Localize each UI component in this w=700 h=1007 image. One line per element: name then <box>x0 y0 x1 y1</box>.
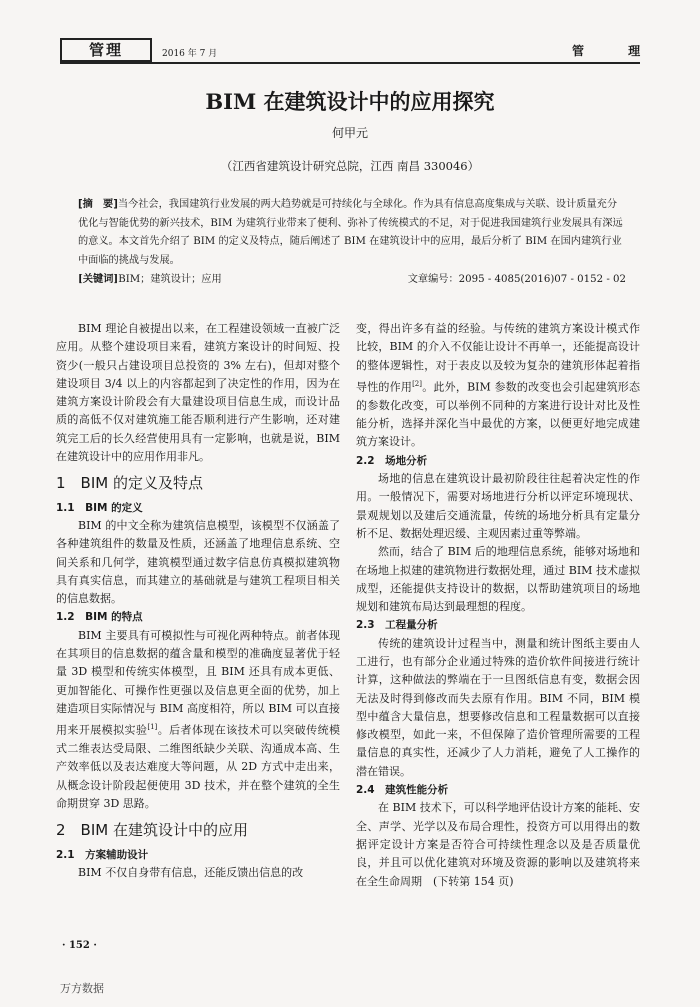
page-number: · 152 · <box>62 940 97 951</box>
section-2-4-heading: 2.4 建筑性能分析 <box>356 784 449 797</box>
keywords-row <box>78 270 626 285</box>
section-1-2-text-a: BIM 主要具有可模拟性与可视化两种特点。前者体现在其项目的信息数据的蕴含量和模型的准确度显著优于轻量 3D 模型和传统实体模型，且 BIM 还具有成本更低、更加智能化、可操作性更强以及信息更全面的优势，加上建造项目实际情况与 BIM 高度相符，所以 BIM 可以直接用来开展模拟实验 <box>56 628 340 737</box>
watermark: 万方数据 <box>60 982 104 995</box>
abstract-text: 当今社会，我国建筑行业发展的两大趋势就是可持续化与全球化。作为具有信息高度集成与关联、设计质量充分优化与智能优势的新兴技术，BIM 为建筑行业带来了便利、弥补了传统模式的不足，对于促进我国建筑行业发展具有深远的意义。本文首先介绍了 BIM 的定义及特点，随后阐述了 BIM 在建筑设计中的应用，最后分析了 BIM 在国内建筑行业中面临的挑战与发展。 <box>78 199 623 266</box>
section-2-4-paragraph: 在 BIM 技术下，可以科学地评估设计方案的能耗、安全、声学、光学以及布局合理性，投资方可以用得出的数据评定设计方案是否符合可持续性理念以及是否质量优良，并且可以优化建筑对环境及资源的影响以及建筑将来在全生命周期 (下转第 154 页) <box>356 801 640 888</box>
section-2-3-heading: 2.3 工程量分析 <box>356 619 438 632</box>
section-2-2-heading: 2.2 场地分析 <box>356 454 428 467</box>
section-1-2-text-b: 。后者体现在该技术可以突破传统模式二维表达受局限、二维图纸缺少关联、沟通成本高、生产效率低以及表达难度大等问题，从 2D 方式中走出来，从概念设计阶段起便使用 3D 技术，并在整个建筑的全生命期贯穿 3D 思路。 <box>56 723 340 811</box>
citation-2: [2] <box>412 379 422 388</box>
section-2-2-paragraph-b: 然而，结合了 BIM 后的地理信息系统，能够对场地和在场地上拟建的建筑物进行数据处理，通过 BIM 技术虚拟成型，还能提供支持设计的数据，以帮助建筑项目的场地规划和建筑布局达到最理想的程度。 <box>356 545 640 614</box>
section-1-1-heading: 1.1 BIM 的定义 <box>56 501 143 514</box>
journal-logo: 管理 <box>60 38 152 62</box>
section-1-heading: 1 BIM 的定义及特点 <box>56 474 203 493</box>
section-2-2-paragraph-a: 场地的信息在建筑设计最初阶段往往起着决定性的作用。一般情况下，需要对场地进行分析以评定环境现状、景观规划以及建后交通流量，传统的场地分析具有定量分析不足、数据处理迟缓、主观因素过重等弊端。 <box>356 472 640 540</box>
article-number: 文章编号：2095 - 4085(2016)07 - 0152 - 02 <box>407 274 626 285</box>
intro-paragraph: BIM 理论自被提出以来，在工程建设领域一直被广泛应用。从整个建设项目来看，建筑方案设计的时间短、投资少(一般只占建设项目总投资的 3% 左右)，但却对整个建设项目 3/4 以上的内容都起到了决定性的作用，因为在建筑方案设计阶段会有大量建设项目信息生成，而设计品质的高低不仅对建筑施工能否顺利进行产生影响，还对建筑完工后的长久经营使用具有一定影响，也就是说，BIM 在建筑设计中的应用作用非凡。 <box>56 322 340 464</box>
section-2-1-text-a: 变，得出许多有益的经验。与传统的建筑方案设计模式作比较，BIM 的介入不仅能让设计不再单一，还能提高设计的整体逻辑性，对于表皮以及较为复杂的建筑形体起着指导性的作用 <box>356 322 640 394</box>
section-1-2-heading: 1.2 BIM 的特点 <box>56 611 143 624</box>
section-1-2-paragraph <box>56 627 340 814</box>
section-1-1-paragraph: BIM 的中文全称为建筑信息模型，该模型不仅涵盖了各种建筑组件的数量及性质，还涵盖了地理信息系统、空间关系和几何学，建筑模型通过数字信息仿真模拟建筑物具有真实信息，而其建立的基础就是与建筑工程项目相关的信息数据。 <box>56 518 340 606</box>
section-2-heading: 2 BIM 在建筑设计中的应用 <box>56 821 248 840</box>
author: 何甲元 <box>331 126 368 140</box>
section-2-1-paragraph: BIM 不仅自身带有信息，还能反馈出信息的改 <box>78 865 304 879</box>
keywords-label: [关键词] <box>78 273 119 285</box>
affiliation: （江西省建筑设计研究总院，江西 南昌 330046） <box>220 159 480 173</box>
left-column <box>56 320 340 882</box>
keywords-text: BIM；建筑设计；应用 <box>118 274 222 285</box>
paper-title: BIM 在建筑设计中的应用探究 <box>205 89 495 114</box>
section-tag: 管 理 <box>572 44 661 58</box>
section-2-1-continued <box>356 320 640 452</box>
right-column <box>356 320 640 891</box>
abstract <box>78 196 626 270</box>
issue-date: 2016 年 7 月 <box>162 49 218 59</box>
section-2-3-paragraph: 传统的建筑设计过程当中，测量和统计图纸主要由人工进行，也有部分企业通过特殊的造价软件间接进行统计计算，这种做法的弊端在于一旦图纸信息有变，数据会因无法及时得到修改而失去原有作用。BIM 不同，BIM 模型中蕴含大量信息，想要修改信息和工程量数据可以直接修改模型，如此一来，不但保障了造价管理所需要的工程量信息的真实性，还减少了人力消耗，避免了人工操作的潜在错误。 <box>356 636 640 778</box>
section-2-1-heading: 2.1 方案辅助设计 <box>56 848 149 861</box>
abstract-label: [摘 要] <box>78 199 118 210</box>
citation-1: [1] <box>147 723 158 732</box>
header-rule <box>60 62 640 64</box>
section-2-1-text-b: 。此外，BIM 参数的改变也会引起建筑形态的参数化改变，可以举例不同种的方案进行设计对比及性能分析，选择并深化当中最优的方案，以便更好地完成建筑方案设计。 <box>356 380 641 449</box>
